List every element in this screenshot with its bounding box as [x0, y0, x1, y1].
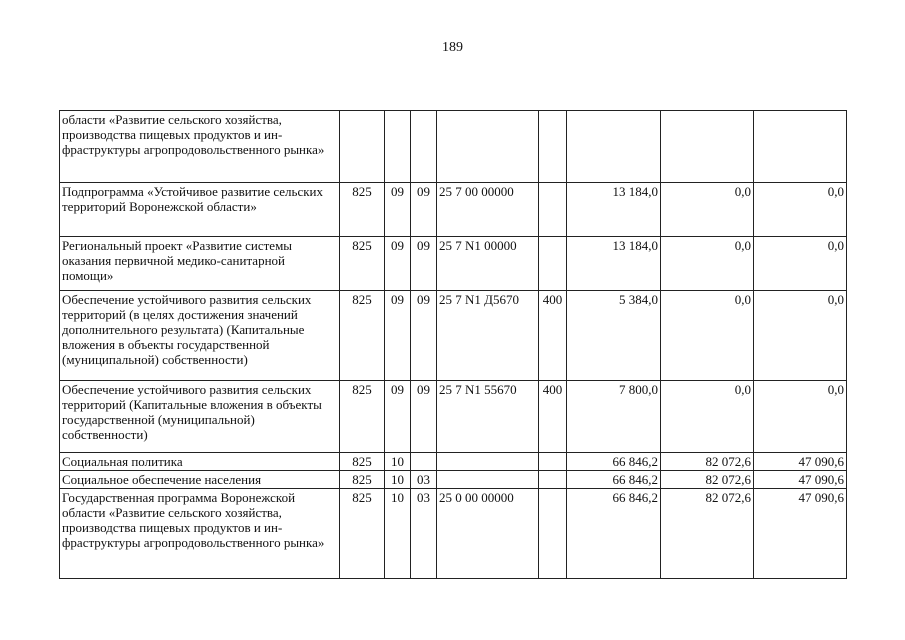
- cell-ministry-code: 825: [340, 471, 385, 489]
- cell-amount-year-2: 0,0: [661, 237, 754, 291]
- cell-expense-type: 400: [539, 381, 567, 453]
- table-row: [60, 471, 847, 489]
- cell-target-article: 25 7 N1 55670: [437, 381, 539, 453]
- cell-name: Социальное обеспечение населения: [60, 471, 340, 489]
- cell-subsection-code: 09: [411, 381, 437, 453]
- cell-amount-year-1: 66 846,2: [567, 489, 661, 579]
- cell-amount-year-3: 47 090,6: [754, 471, 847, 489]
- cell-target-article: [437, 471, 539, 489]
- cell-target-article: [437, 453, 539, 471]
- cell-ministry-code: 825: [340, 489, 385, 579]
- cell-expense-type: [539, 183, 567, 237]
- cell-section-code: 10: [385, 489, 411, 579]
- cell-ministry-code: [340, 111, 385, 183]
- cell-amount-year-1: 66 846,2: [567, 471, 661, 489]
- cell-subsection-code: 09: [411, 291, 437, 381]
- cell-amount-year-2: 82 072,6: [661, 471, 754, 489]
- cell-ministry-code: 825: [340, 291, 385, 381]
- cell-subsection-code: [411, 111, 437, 183]
- cell-expense-type: [539, 471, 567, 489]
- cell-expense-type: 400: [539, 291, 567, 381]
- cell-expense-type: [539, 111, 567, 183]
- cell-amount-year-3: 47 090,6: [754, 489, 847, 579]
- table-body: [60, 111, 847, 579]
- cell-amount-year-2: 0,0: [661, 381, 754, 453]
- cell-section-code: 10: [385, 453, 411, 471]
- cell-subsection-code: 09: [411, 183, 437, 237]
- cell-amount-year-2: 0,0: [661, 291, 754, 381]
- table-row: [60, 489, 847, 579]
- cell-section-code: 09: [385, 381, 411, 453]
- cell-amount-year-3: [754, 111, 847, 183]
- page-number: 189: [442, 40, 463, 55]
- table-row: [60, 111, 847, 183]
- table-row: [60, 183, 847, 237]
- cell-amount-year-3: 0,0: [754, 381, 847, 453]
- cell-amount-year-3: 0,0: [754, 183, 847, 237]
- cell-amount-year-1: 66 846,2: [567, 453, 661, 471]
- cell-amount-year-2: 82 072,6: [661, 453, 754, 471]
- cell-amount-year-3: 47 090,6: [754, 453, 847, 471]
- cell-ministry-code: 825: [340, 183, 385, 237]
- cell-name: Государственная программа Воронежской области «Развитие сельского хозяйства, производства пищевых продуктов и инфраструктуры агропродовольственного рынка»: [60, 489, 340, 579]
- cell-ministry-code: 825: [340, 237, 385, 291]
- cell-amount-year-2: [661, 111, 754, 183]
- cell-target-article: [437, 111, 539, 183]
- cell-section-code: 10: [385, 471, 411, 489]
- table-row: [60, 381, 847, 453]
- cell-ministry-code: 825: [340, 453, 385, 471]
- cell-target-article: 25 7 00 00000: [437, 183, 539, 237]
- cell-amount-year-1: [567, 111, 661, 183]
- cell-target-article: 25 0 00 00000: [437, 489, 539, 579]
- cell-subsection-code: [411, 453, 437, 471]
- table-row: [60, 237, 847, 291]
- cell-amount-year-1: 7 800,0: [567, 381, 661, 453]
- cell-amount-year-1: 5 384,0: [567, 291, 661, 381]
- cell-section-code: 09: [385, 237, 411, 291]
- cell-target-article: 25 7 N1 00000: [437, 237, 539, 291]
- cell-subsection-code: 03: [411, 471, 437, 489]
- cell-amount-year-2: 0,0: [661, 183, 754, 237]
- cell-amount-year-1: 13 184,0: [567, 183, 661, 237]
- cell-amount-year-3: 0,0: [754, 291, 847, 381]
- cell-section-code: [385, 111, 411, 183]
- table-row: [60, 291, 847, 381]
- cell-ministry-code: 825: [340, 381, 385, 453]
- cell-amount-year-2: 82 072,6: [661, 489, 754, 579]
- cell-expense-type: [539, 453, 567, 471]
- cell-expense-type: [539, 489, 567, 579]
- cell-name: Обеспечение устойчивого развития сельских территорий (в целях достижения значений дополнительного результата) (Капитальные вложения в объекты государственной (муниципальной) собственности): [60, 291, 340, 381]
- cell-name: Региональный проект «Развитие системы оказания первичной медико-санитарной помощи»: [60, 237, 340, 291]
- cell-name: области «Развитие сельского хозяйства, производства пищевых продуктов и инфраструктуры агропродовольственного рынка»: [60, 111, 340, 183]
- cell-section-code: 09: [385, 183, 411, 237]
- cell-subsection-code: 03: [411, 489, 437, 579]
- cell-amount-year-3: 0,0: [754, 237, 847, 291]
- table-row: [60, 453, 847, 471]
- budget-table: [59, 110, 847, 579]
- cell-expense-type: [539, 237, 567, 291]
- cell-name: Обеспечение устойчивого развития сельских территорий (Капитальные вложения в объекты государственной (муниципальной) собственности): [60, 381, 340, 453]
- cell-target-article: 25 7 N1 Д5670: [437, 291, 539, 381]
- cell-section-code: 09: [385, 291, 411, 381]
- cell-name: Социальная политика: [60, 453, 340, 471]
- cell-amount-year-1: 13 184,0: [567, 237, 661, 291]
- cell-name: Подпрограмма «Устойчивое развитие сельских территорий Воронежской области»: [60, 183, 340, 237]
- cell-subsection-code: 09: [411, 237, 437, 291]
